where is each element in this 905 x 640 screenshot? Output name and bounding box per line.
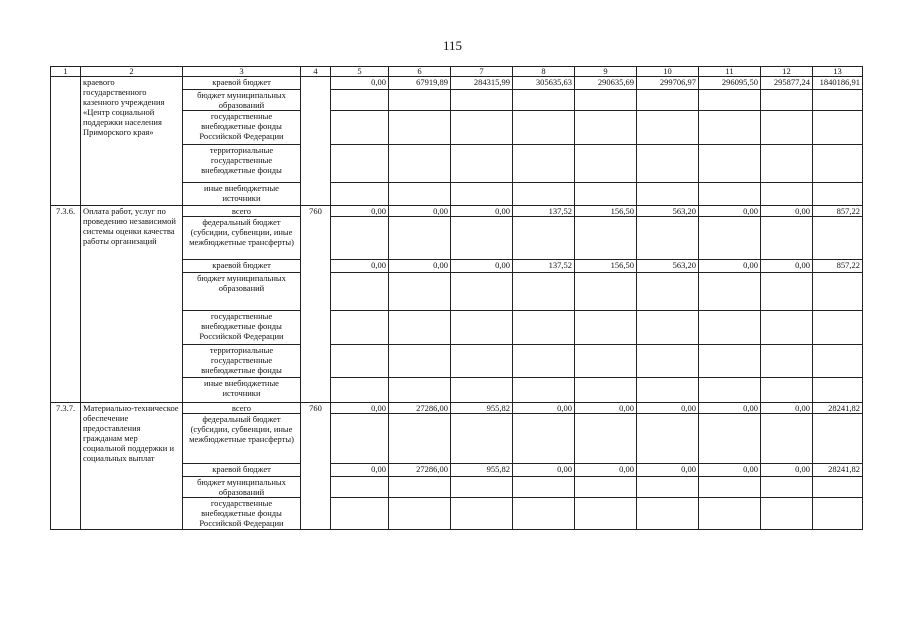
value-cell: 137,52	[513, 260, 575, 273]
value-cell	[637, 111, 699, 145]
funding-source: бюджет муниципальных образований	[183, 477, 301, 498]
value-cell	[575, 311, 637, 345]
value-cell	[813, 217, 863, 260]
value-cell	[637, 345, 699, 378]
value-cell	[575, 145, 637, 183]
value-cell: 955,82	[451, 403, 513, 414]
value-cell	[389, 183, 451, 206]
value-cell	[813, 311, 863, 345]
value-cell	[761, 477, 813, 498]
funding-source: бюджет муниципальных образований	[183, 273, 301, 311]
value-cell	[451, 378, 513, 403]
admin-code: 760	[301, 206, 331, 403]
value-cell	[451, 90, 513, 111]
value-cell	[637, 477, 699, 498]
value-cell: 0,00	[331, 403, 389, 414]
value-cell	[761, 217, 813, 260]
admin-code: 760	[301, 403, 331, 530]
value-cell	[331, 378, 389, 403]
value-cell	[389, 378, 451, 403]
admin-code	[301, 77, 331, 206]
funding-source: государственные внебюджетные фонды Российской Федерации	[183, 311, 301, 345]
value-cell	[575, 90, 637, 111]
value-cell: 28241,82	[813, 464, 863, 477]
header-cell: 8	[513, 67, 575, 77]
value-cell: 0,00	[513, 403, 575, 414]
value-cell	[331, 145, 389, 183]
value-cell	[761, 414, 813, 464]
value-cell	[699, 311, 761, 345]
value-cell: 0,00	[331, 464, 389, 477]
value-cell: 295877,24	[761, 77, 813, 90]
value-cell	[389, 414, 451, 464]
value-cell	[813, 145, 863, 183]
value-cell	[637, 90, 699, 111]
funding-source: территориальные государственные внебюджетные фонды	[183, 145, 301, 183]
value-cell	[513, 217, 575, 260]
value-cell: 563,20	[637, 260, 699, 273]
value-cell: 857,22	[813, 206, 863, 217]
value-cell: 0,00	[575, 403, 637, 414]
value-cell: 156,50	[575, 206, 637, 217]
value-cell: 0,00	[451, 260, 513, 273]
header-cell: 10	[637, 67, 699, 77]
value-cell: 0,00	[575, 464, 637, 477]
funding-source: территориальные государственные внебюджетные фонды	[183, 345, 301, 378]
header-cell: 9	[575, 67, 637, 77]
value-cell	[389, 111, 451, 145]
value-cell	[575, 183, 637, 206]
value-cell: 0,00	[761, 206, 813, 217]
value-cell: 284315,99	[451, 77, 513, 90]
item-code	[51, 77, 81, 206]
value-cell: 156,50	[575, 260, 637, 273]
value-cell	[331, 477, 389, 498]
value-cell	[513, 111, 575, 145]
value-cell: 27286,00	[389, 403, 451, 414]
value-cell	[513, 345, 575, 378]
value-cell	[699, 345, 761, 378]
value-cell: 1840186,91	[813, 77, 863, 90]
value-cell	[331, 498, 389, 530]
value-cell	[451, 311, 513, 345]
value-cell	[575, 414, 637, 464]
value-cell	[513, 414, 575, 464]
value-cell	[813, 273, 863, 311]
value-cell: 0,00	[389, 206, 451, 217]
value-cell	[699, 414, 761, 464]
value-cell	[761, 378, 813, 403]
value-cell: 290635,69	[575, 77, 637, 90]
header-cell: 1	[51, 67, 81, 77]
funding-source: федеральный бюджет (субсидии, субвенции, иные межбюджетные трансферты)	[183, 414, 301, 464]
value-cell	[513, 477, 575, 498]
value-cell	[451, 217, 513, 260]
value-cell: 0,00	[513, 464, 575, 477]
value-cell	[451, 111, 513, 145]
value-cell: 27286,00	[389, 464, 451, 477]
page-number: 115	[442, 38, 463, 53]
value-cell	[637, 145, 699, 183]
value-cell	[761, 111, 813, 145]
value-cell	[451, 414, 513, 464]
value-cell	[813, 345, 863, 378]
funding-source: всего	[183, 403, 301, 414]
value-cell	[331, 183, 389, 206]
value-cell	[699, 111, 761, 145]
value-cell	[331, 311, 389, 345]
value-cell	[389, 273, 451, 311]
value-cell: 305635,63	[513, 77, 575, 90]
value-cell: 857,22	[813, 260, 863, 273]
value-cell	[389, 311, 451, 345]
value-cell	[637, 378, 699, 403]
value-cell	[813, 378, 863, 403]
value-cell	[451, 273, 513, 311]
value-cell: 0,00	[699, 403, 761, 414]
value-cell: 0,00	[451, 206, 513, 217]
value-cell	[575, 378, 637, 403]
table-row	[51, 206, 863, 217]
value-cell	[761, 311, 813, 345]
value-cell: 67919,89	[389, 77, 451, 90]
value-cell	[451, 183, 513, 206]
value-cell	[331, 217, 389, 260]
value-cell	[761, 345, 813, 378]
table-row	[51, 403, 863, 414]
funding-source: федеральный бюджет (субсидии, субвенции, иные межбюджетные трансферты)	[183, 217, 301, 260]
value-cell	[331, 111, 389, 145]
value-cell	[575, 477, 637, 498]
header-cell: 12	[761, 67, 813, 77]
header-cell: 7	[451, 67, 513, 77]
header-cell: 4	[301, 67, 331, 77]
value-cell	[331, 90, 389, 111]
value-cell	[451, 145, 513, 183]
value-cell	[637, 217, 699, 260]
table-row	[51, 77, 863, 90]
value-cell	[637, 273, 699, 311]
funding-source: иные внебюджетные источники	[183, 183, 301, 206]
value-cell	[637, 311, 699, 345]
value-cell	[761, 498, 813, 530]
value-cell	[575, 273, 637, 311]
item-name: Материально-техническое обеспечение предоставления гражданам мер социальной поддержки и социальных выплат	[81, 403, 183, 530]
header-row	[51, 67, 863, 77]
funding-source: краевой бюджет	[183, 260, 301, 273]
value-cell	[813, 111, 863, 145]
value-cell	[389, 498, 451, 530]
value-cell: 0,00	[699, 464, 761, 477]
value-cell	[389, 345, 451, 378]
value-cell	[637, 498, 699, 530]
value-cell	[389, 145, 451, 183]
funding-source: государственные внебюджетные фонды Российской Федерации	[183, 498, 301, 530]
value-cell	[699, 378, 761, 403]
value-cell: 0,00	[389, 260, 451, 273]
value-cell	[575, 498, 637, 530]
value-cell	[389, 90, 451, 111]
value-cell	[761, 273, 813, 311]
value-cell	[513, 183, 575, 206]
funding-source: всего	[183, 206, 301, 217]
item-name: Оплата работ, услуг по проведению независимой системы оценки качества работы организаций	[81, 206, 183, 403]
header-cell: 6	[389, 67, 451, 77]
value-cell	[331, 345, 389, 378]
value-cell	[513, 311, 575, 345]
value-cell	[637, 414, 699, 464]
value-cell	[813, 477, 863, 498]
value-cell	[513, 90, 575, 111]
value-cell	[513, 145, 575, 183]
header-cell: 2	[81, 67, 183, 77]
value-cell: 0,00	[637, 464, 699, 477]
value-cell: 0,00	[761, 260, 813, 273]
value-cell: 0,00	[331, 77, 389, 90]
funding-source: краевой бюджет	[183, 464, 301, 477]
value-cell	[699, 217, 761, 260]
value-cell: 296095,50	[699, 77, 761, 90]
value-cell	[451, 345, 513, 378]
value-cell	[513, 378, 575, 403]
value-cell	[813, 498, 863, 530]
value-cell	[575, 217, 637, 260]
item-code: 7.3.6.	[51, 206, 81, 403]
funding-source: иные внебюджетные источники	[183, 378, 301, 403]
header-cell: 3	[183, 67, 301, 77]
item-code: 7.3.7.	[51, 403, 81, 530]
funding-source: государственные внебюджетные фонды Российской Федерации	[183, 111, 301, 145]
value-cell: 0,00	[761, 464, 813, 477]
value-cell	[699, 90, 761, 111]
value-cell	[699, 273, 761, 311]
funding-source: бюджет муниципальных образований	[183, 90, 301, 111]
value-cell: 0,00	[699, 260, 761, 273]
value-cell: 955,82	[451, 464, 513, 477]
value-cell	[699, 145, 761, 183]
value-cell	[813, 183, 863, 206]
value-cell: 0,00	[331, 260, 389, 273]
header-cell: 5	[331, 67, 389, 77]
item-name: краевого государственного казенного учреждения «Центр социальной поддержки населения Приморского края»	[81, 77, 183, 206]
value-cell	[761, 145, 813, 183]
value-cell: 0,00	[637, 403, 699, 414]
value-cell	[451, 477, 513, 498]
header-cell: 11	[699, 67, 761, 77]
budget-table	[50, 66, 863, 530]
value-cell	[451, 498, 513, 530]
value-cell	[513, 273, 575, 311]
value-cell: 0,00	[699, 206, 761, 217]
value-cell	[699, 183, 761, 206]
funding-source: краевой бюджет	[183, 77, 301, 90]
value-cell: 0,00	[761, 403, 813, 414]
value-cell	[513, 498, 575, 530]
value-cell: 0,00	[331, 206, 389, 217]
value-cell	[699, 498, 761, 530]
value-cell	[761, 183, 813, 206]
value-cell	[813, 90, 863, 111]
value-cell: 563,20	[637, 206, 699, 217]
value-cell: 28241,82	[813, 403, 863, 414]
header-cell: 13	[813, 67, 863, 77]
value-cell	[813, 414, 863, 464]
value-cell	[331, 414, 389, 464]
value-cell: 299706,97	[637, 77, 699, 90]
value-cell	[389, 217, 451, 260]
value-cell	[637, 183, 699, 206]
value-cell	[575, 111, 637, 145]
value-cell	[575, 345, 637, 378]
value-cell: 137,52	[513, 206, 575, 217]
value-cell	[699, 477, 761, 498]
value-cell	[331, 273, 389, 311]
value-cell	[761, 90, 813, 111]
value-cell	[389, 477, 451, 498]
